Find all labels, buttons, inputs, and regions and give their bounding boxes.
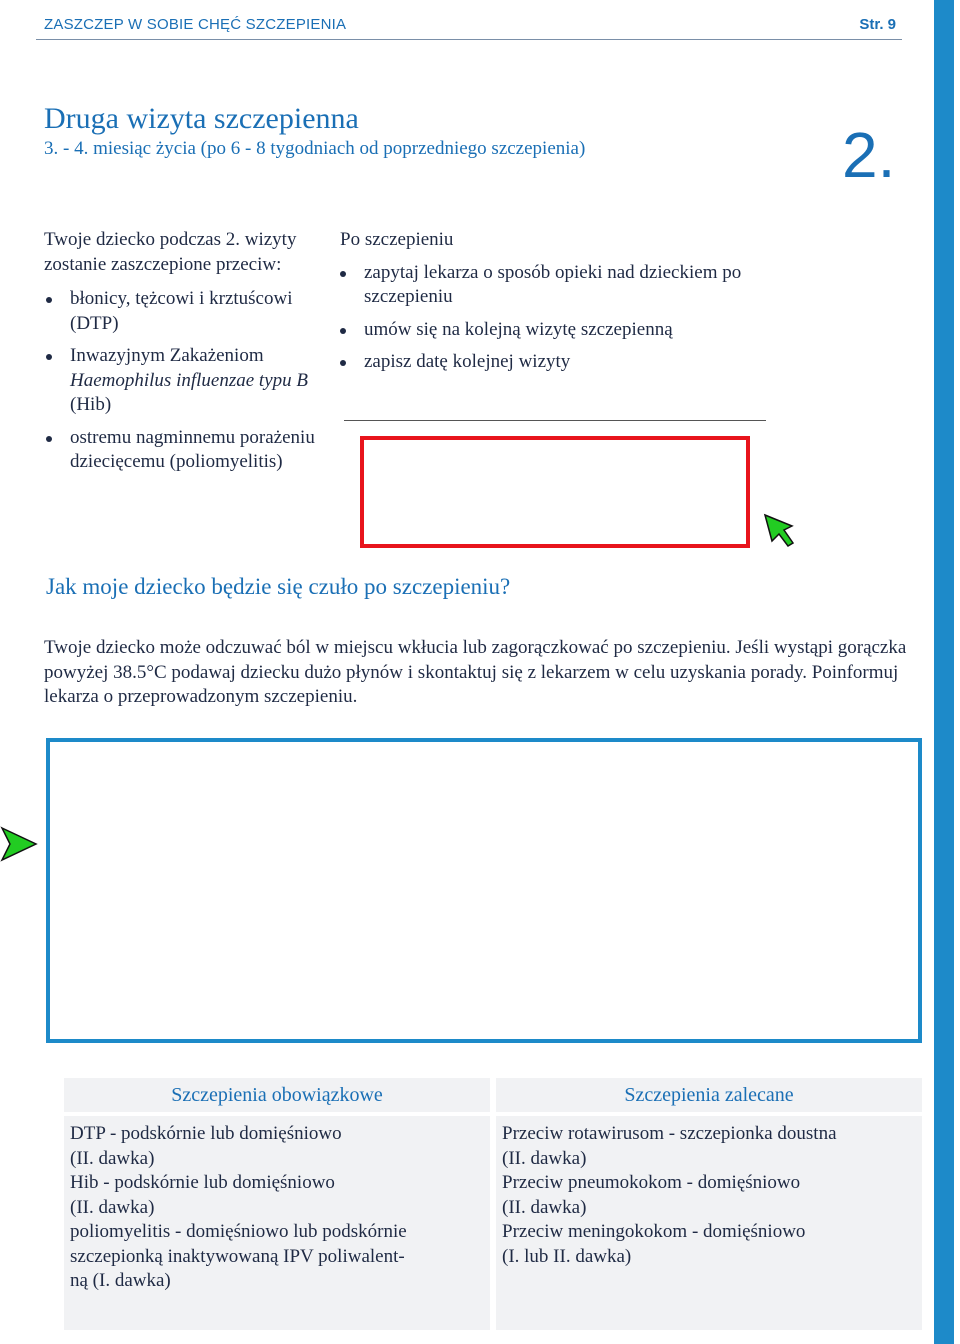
- recommended-body: [496, 1116, 922, 1330]
- list-item: zapisz datę kolejnej wizyty: [340, 350, 780, 375]
- table-line: Przeciw pneumokokom - domięśniowo: [502, 1172, 801, 1193]
- recommended-header: Szczepienia zalecane: [496, 1078, 922, 1112]
- table-line: poliomyelitis - domięśniowo lub podskórnie: [70, 1221, 407, 1242]
- after-vaccination-list: [340, 261, 780, 375]
- arrow-pointer-icon: [0, 826, 38, 862]
- list-item: zapytaj lekarza o sposób opieki nad dzieckiem po szczepieniu: [340, 261, 780, 310]
- mandatory-column: [64, 1078, 490, 1330]
- table-line: Przeciw rotawirusom - szczepionka doustna: [502, 1123, 837, 1144]
- date-write-line: [344, 420, 766, 421]
- table-line: ną (I. dawka): [70, 1270, 171, 1291]
- section-heading: Jak moje dziecko będzie się czuło po szczepieniu?: [46, 574, 511, 599]
- table-line: Przeciw meningokokom - domięśniowo: [502, 1221, 806, 1242]
- vaccination-list: [44, 287, 334, 475]
- after-vaccination-heading: Po szczepieniu: [340, 229, 454, 250]
- page-subtitle: 3. - 4. miesiąc życia (po 6 - 8 tygodniach od poprzedniego szczepienia): [44, 138, 586, 159]
- list-item: ostremu nagminnemu porażeniu dziecięcemu (poliomyelitis): [44, 426, 334, 475]
- mandatory-header: Szczepienia obowiązkowe: [64, 1078, 490, 1112]
- side-stripe: [934, 0, 954, 1344]
- table-line: (II. dawka): [502, 1147, 587, 1169]
- vaccine-table: [64, 1078, 922, 1330]
- table-line: (II. dawka): [502, 1196, 587, 1218]
- list-item: błonicy, tężcowi i krztuścowi (DTP): [44, 287, 334, 336]
- page-title: Druga wizyta szczepienna: [44, 102, 359, 135]
- image-placeholder-box: [46, 738, 922, 1043]
- arrow-pointer-icon: [762, 512, 796, 548]
- side-stripe-gap: [954, 0, 960, 1344]
- table-line: Hib - podskórnie lub domięśniowo: [70, 1172, 335, 1193]
- page-header: [36, 4, 902, 40]
- page-number: Str. 9: [859, 16, 896, 33]
- after-vaccination-section: [340, 228, 780, 383]
- table-line: szczepionką inaktywowaną IPV poliwalent-: [70, 1245, 405, 1267]
- table-line: (II. dawka): [70, 1147, 155, 1169]
- vaccination-intro: Twoje dziecko podczas 2. wizyty zostanie zaszczepione przeciw:: [44, 229, 297, 275]
- recommended-column: [496, 1078, 922, 1330]
- list-item: Inwazyjnym Zakażeniom Haemophilus influenzae typu B (Hib): [44, 344, 334, 418]
- date-entry-box[interactable]: [360, 436, 750, 548]
- table-line: DTP - podskórnie lub domięśniowo: [70, 1123, 342, 1144]
- vaccination-list-section: [44, 228, 334, 483]
- table-line: (I. lub II. dawka): [502, 1245, 632, 1267]
- mandatory-body: [64, 1116, 490, 1330]
- list-item: umów się na kolejną wizytę szczepienną: [340, 318, 780, 343]
- visit-number: 2.: [842, 119, 896, 191]
- header-title: ZASZCZEP W SOBIE CHĘĆ SZCZEPIENIA: [44, 16, 347, 33]
- table-line: (II. dawka): [70, 1196, 155, 1218]
- section-paragraph: Twoje dziecko może odczuwać ból w miejscu wkłucia lub zagorączkować po szczepieniu. Jeśli wystąpi gorączka powyżej 38.5°C podawaj dziecku dużo płynów i skontaktuj się z lekarzem w celu uzyskania porady. Poinformuj lekarza o przeprowadzonym szczepieniu.: [44, 637, 907, 707]
